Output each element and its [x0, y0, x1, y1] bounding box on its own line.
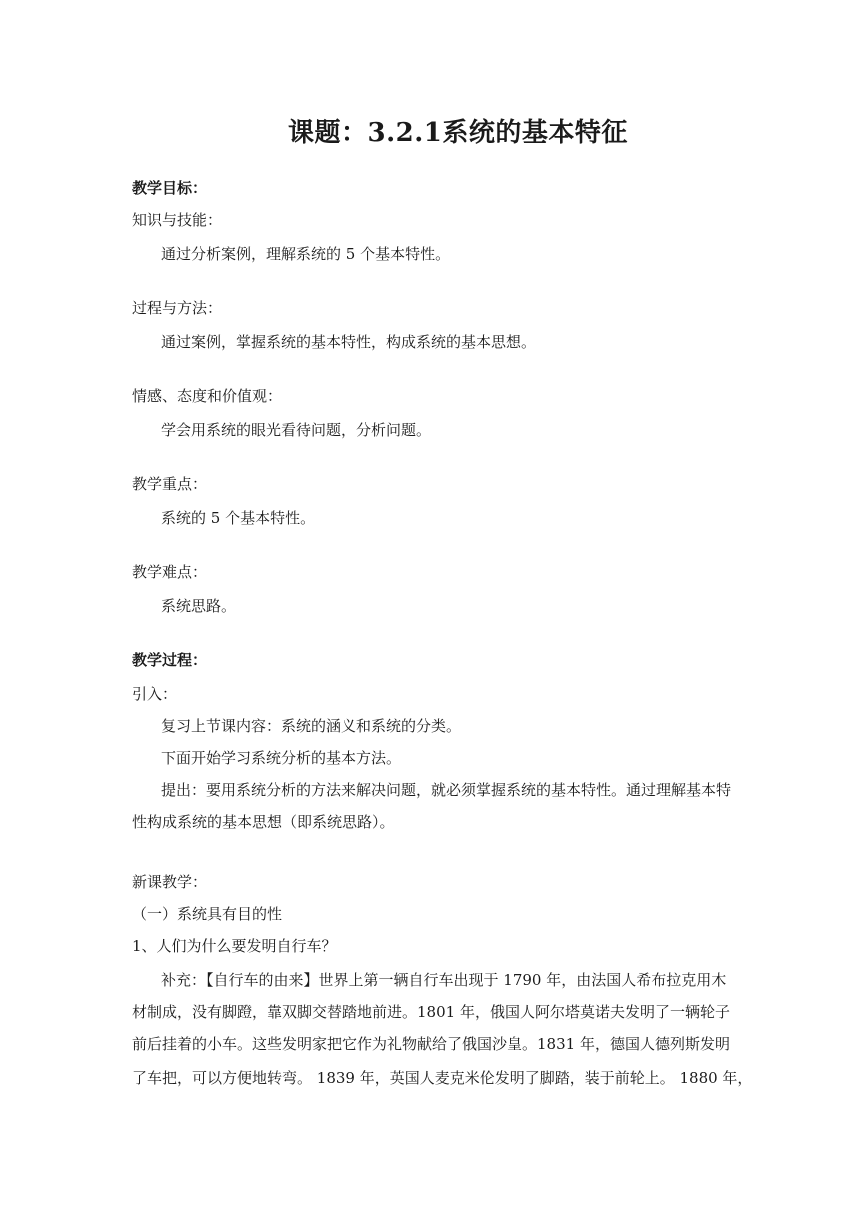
supplement-line-4: 了车把，可以方便地转弯。 1839 年，英国人麦克米伦发明了脚踏，装于前轮上。 1880 年， — [132, 1069, 753, 1087]
knowledge-heading: 知识与技能： — [132, 211, 223, 229]
supplement-line-3: 前后挂着的小车。这些发明家把它作为礼物献给了俄国沙皇。1831 年，德国人德列斯发明 — [132, 1035, 730, 1053]
process-text: 通过案例，掌握系统的基本特性，构成系统的基本思想。 — [161, 333, 537, 351]
new-lesson-heading: 新课教学： — [132, 873, 208, 891]
page-title: 课题：3.2.1系统的基本特征 — [288, 118, 628, 148]
supplement-line-2: 材制成，没有脚蹬，靠双脚交替踏地前进。1801 年，俄国人阿尔塔莫诺夫发明了一辆轮子 — [132, 1003, 730, 1021]
knowledge-text: 通过分析案例，理解系统的 5 个基本特性。 — [161, 245, 451, 263]
emotion-text: 学会用系统的眼光看待问题，分析问题。 — [161, 421, 432, 439]
process-heading: 过程与方法： — [132, 299, 223, 317]
emotion-heading: 情感、态度和价值观： — [132, 387, 283, 405]
objectives-heading: 教学目标： — [132, 179, 208, 197]
supplement-line-1: 补充：【自行车的由来】世界上第一辆自行车出现于 1790 年，由法国人希布拉克用木 — [161, 971, 727, 989]
intro-line-2: 下面开始学习系统分析的基本方法。 — [161, 749, 402, 767]
key-points-heading: 教学重点： — [132, 475, 208, 493]
question-1: 1、人们为什么要发明自行车？ — [132, 937, 337, 955]
intro-line-4: 性构成系统的基本思想（即系统思路）。 — [132, 813, 395, 831]
intro-heading: 引入： — [132, 685, 178, 703]
key-points-text: 系统的 5 个基本特性。 — [161, 509, 316, 527]
difficulty-heading: 教学难点： — [132, 563, 208, 581]
difficulty-text: 系统思路。 — [161, 597, 237, 615]
intro-line-3: 提出：要用系统分析的方法来解决问题，就必须掌握系统的基本特性。通过理解基本特 — [161, 781, 732, 799]
teaching-process-heading: 教学过程： — [132, 651, 208, 669]
intro-line-1: 复习上节课内容：系统的涵义和系统的分类。 — [161, 717, 462, 735]
section-1-heading: （一）系统具有目的性 — [132, 905, 283, 923]
